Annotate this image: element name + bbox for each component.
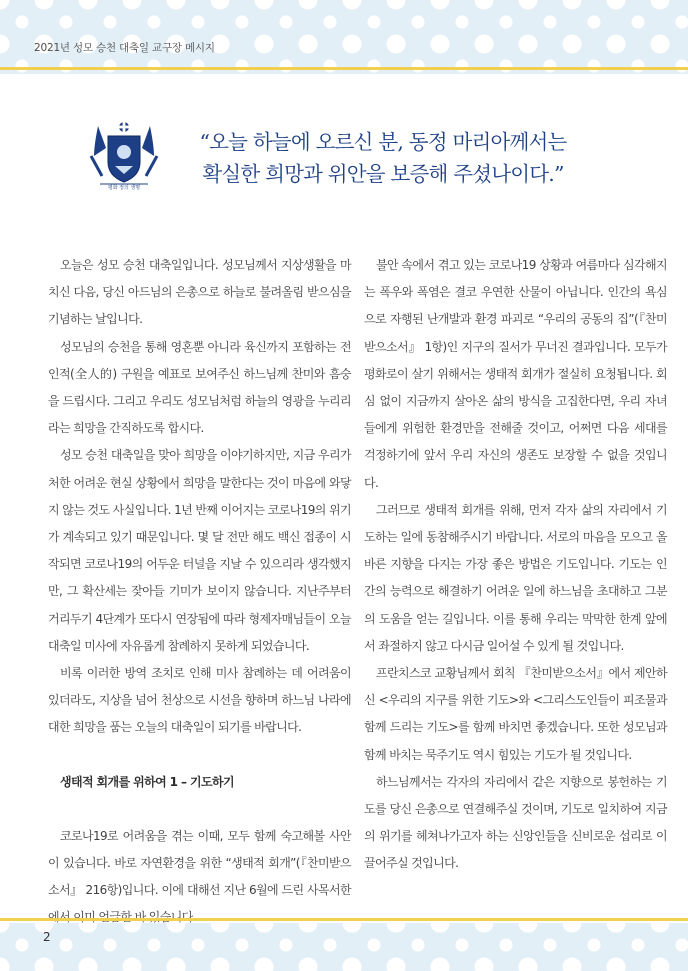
spacer — [48, 796, 351, 823]
emblem-motto: 평화 정의 생명 — [107, 185, 141, 191]
paragraph: 비록 이러한 방역 조치로 인해 미사 참례하는 데 어려움이 있더라도, 지상을 넘어 천상으로 시선을 향하며 하느님 나라에 대한 희망을 품는 오늘의 대축일이 되기를 바랍니다. — [48, 666, 351, 735]
footer-pattern — [0, 923, 688, 971]
running-header: 2021년 성모 승천 대축일 교구장 메시지 — [34, 42, 215, 54]
section-heading: 생태적 회개를 위하여 1 – 기도하기 — [60, 774, 234, 789]
pull-quote — [163, 126, 603, 190]
footer-rule — [0, 918, 688, 921]
header-pattern — [0, 0, 688, 74]
right-column — [364, 252, 667, 878]
paragraph: 성모님의 승천을 통해 영혼뿐 아니라 육신까지 포함하는 전인적(全人的) 구원을 예표로 보여주신 하느님께 찬미와 흠숭을 드립시다. 그리고 우리도 성모님처럼 하늘의 영광을 누리리라는 희망을 간직하도록 합시다. — [48, 339, 351, 436]
quote-line-1: “오늘 하늘에 오르신 분, 동정 마리아께서는 — [199, 130, 567, 154]
paragraph: 성모 승천 대축일을 맞아 희망을 이야기하지만, 지금 우리가 처한 어려운 현실 상황에서 희망을 말한다는 것이 마음에 와닿지 않는 것도 사실입니다. 1년 반째 이어지는 코로나19의 위기가 계속되고 있기 때문입니다. 몇 달 전만 해도 백신 접종이 시작되면 코로나19의 어두운 터널을 지날 수 있으리라 생각했지만, 그 확산세는 잦아들 기미가 보이지 않습니다. 지난주부터 거리두기 4단계가 또다시 연장됨에 따라 형제자매님들이 오늘 대축일 미사에 자유롭게 참례하지 못하게 되었습니다. — [48, 448, 351, 653]
paragraph: 하느님께서는 각자의 자리에서 같은 지향으로 봉헌하는 기도를 당신 은총으로 연결해주실 것이며, 기도로 일치하여 지금의 위기를 헤쳐나가고자 하는 신앙인들을 신비로운 섭리로 이끌어주실 것입니다. — [364, 774, 667, 871]
paragraph: 오늘은 성모 승천 대축일입니다. 성모님께서 지상생활을 마치신 다음, 당신 아드님의 은총으로 하늘로 불려올림 받으심을 기념하는 날입니다. — [48, 258, 351, 327]
page-number: 2 — [43, 930, 51, 944]
spacer — [48, 742, 351, 769]
paragraph: 불안 속에서 겪고 있는 코로나19 상황과 여름마다 심각해지는 폭우와 폭염은 결코 우연한 산물이 아닙니다. 인간의 욕심으로 자행된 난개발과 환경 파괴로 “우리의 공동의 집”(『찬미받으소서』 1항)인 지구의 질서가 무너진 결과입니다. 모두가 평화로이 살기 위해서는 생태적 회개가 절실히 요청됩니다. 회심 없이 지금까지 살아온 삶의 방식을 고집한다면, 우리 자녀들에게 위험한 환경만을 전해줄 것이고, 어쩌면 다음 세대를 걱정하기에 앞서 우리 자신의 생존도 보장할 수 없을 것입니다. — [364, 258, 667, 490]
paragraph: 코로나19로 어려움을 겪는 이때, 모두 함께 숙고해볼 사안이 있습니다. 바로 자연환경을 위한 “생태적 회개”(『찬미받으소서』 216항)입니다. 이에 대해선 지난 6월에 드린 사목서한 — [48, 828, 351, 898]
paragraph: 그러므로 생태적 회개를 위해, 먼저 각자 삶의 자리에서 기도하는 일에 동참해주시기 바랍니다. 서로의 마음을 모으고 올바른 지향을 다지는 가장 좋은 방법은 기도입니다. 기도는 인간의 능력으로 해결하기 어려운 일에 하느님을 초대하고 그분의 도움을 얻는 길입니다. 이를 통해 우리는 막막한 한계 앞에서 좌절하지 않고 다시금 일어설 수 있게 될 것입니다. — [364, 502, 667, 653]
paragraph: 프란치스코 교황님께서 회칙 『찬미받으소서』에서 제안하신 <우리의 지구를 위한 기도>와 <그리스도인들이 피조물과 함께 드리는 기도>를 함께 바치면 좋겠습니다. 또한 성모님과 함께 바치는 묵주기도 역시 힘있는 기도가 될 것입니다. — [364, 666, 667, 762]
left-column — [48, 252, 351, 932]
quote-line-2: 확실한 희망과 위안을 보증해 주셨나이다.” — [202, 162, 564, 186]
header-rule — [0, 67, 688, 70]
